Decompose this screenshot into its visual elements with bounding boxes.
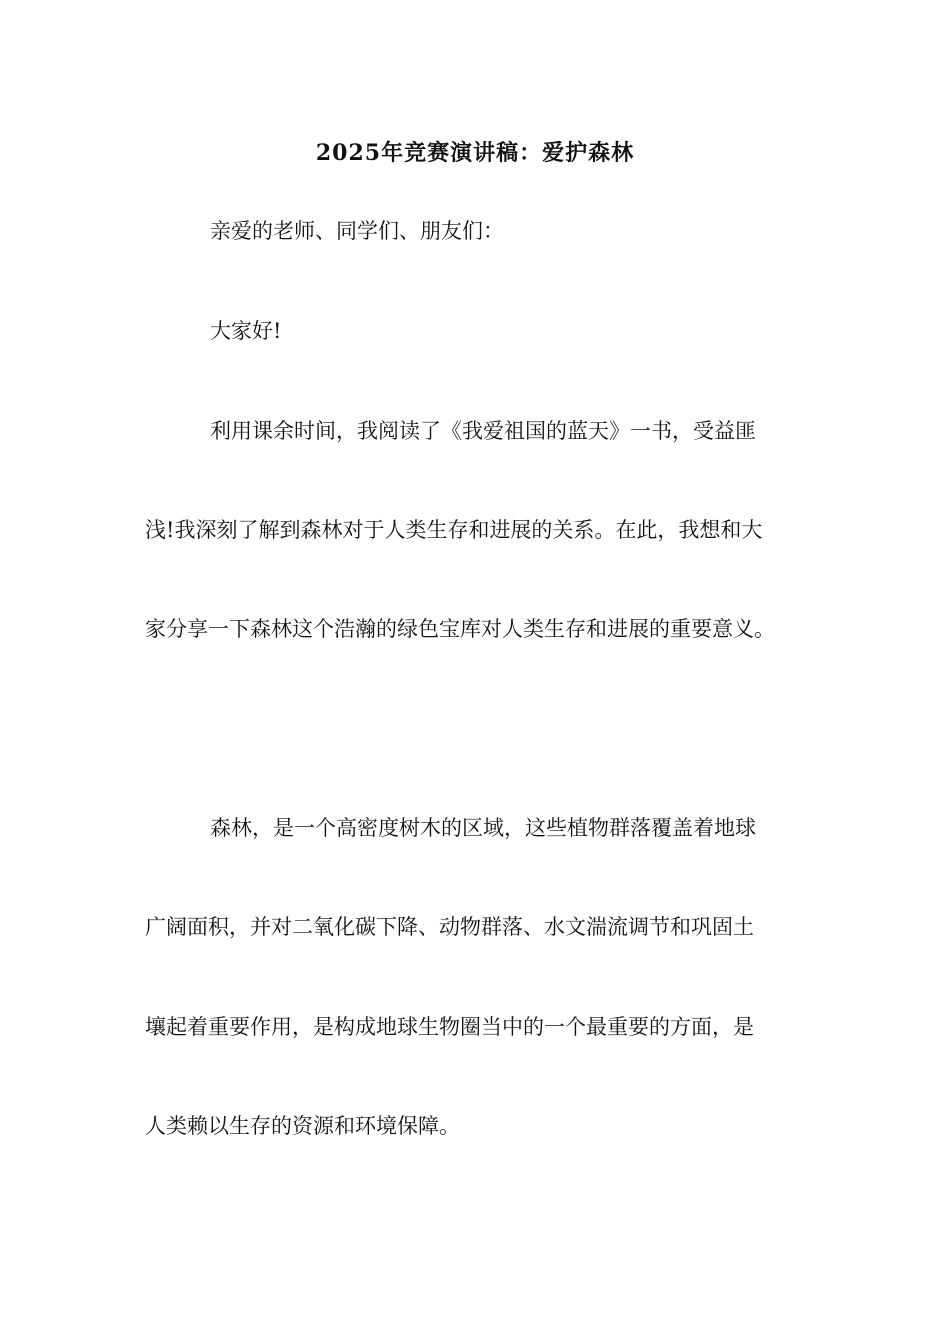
paragraph-1-line-3: 家分享一下森林这个浩瀚的绿色宝库对人类生存和进展的重要意义。 [145,617,775,641]
paragraph-2-line-3: 壤起着重要作用，是构成地球生物圈当中的一个最重要的方面，是 [145,1015,754,1039]
paragraph-2-line-4: 人类赖以生存的资源和环境保障。 [145,1114,460,1138]
salutation: 亲爱的老师、同学们、朋友们： [210,219,504,243]
paragraph-2-line-1: 森林，是一个高密度树木的区域，这些植物群落覆盖着地球 [210,816,756,840]
paragraph-1-line-2: 浅!我深刻了解到森林对于人类生存和进展的关系。在此，我想和大 [145,518,763,542]
paragraph-1-line-1: 利用课余时间，我阅读了《我爱祖国的蓝天》一书，受益匪 [210,419,756,443]
greeting: 大家好! [210,319,282,343]
document-title: 2025年竞赛演讲稿：爱护森林 [315,140,635,166]
paragraph-2-line-2: 广阔面积，并对二氧化碳下降、动物群落、水文湍流调节和巩固土 [145,915,754,939]
